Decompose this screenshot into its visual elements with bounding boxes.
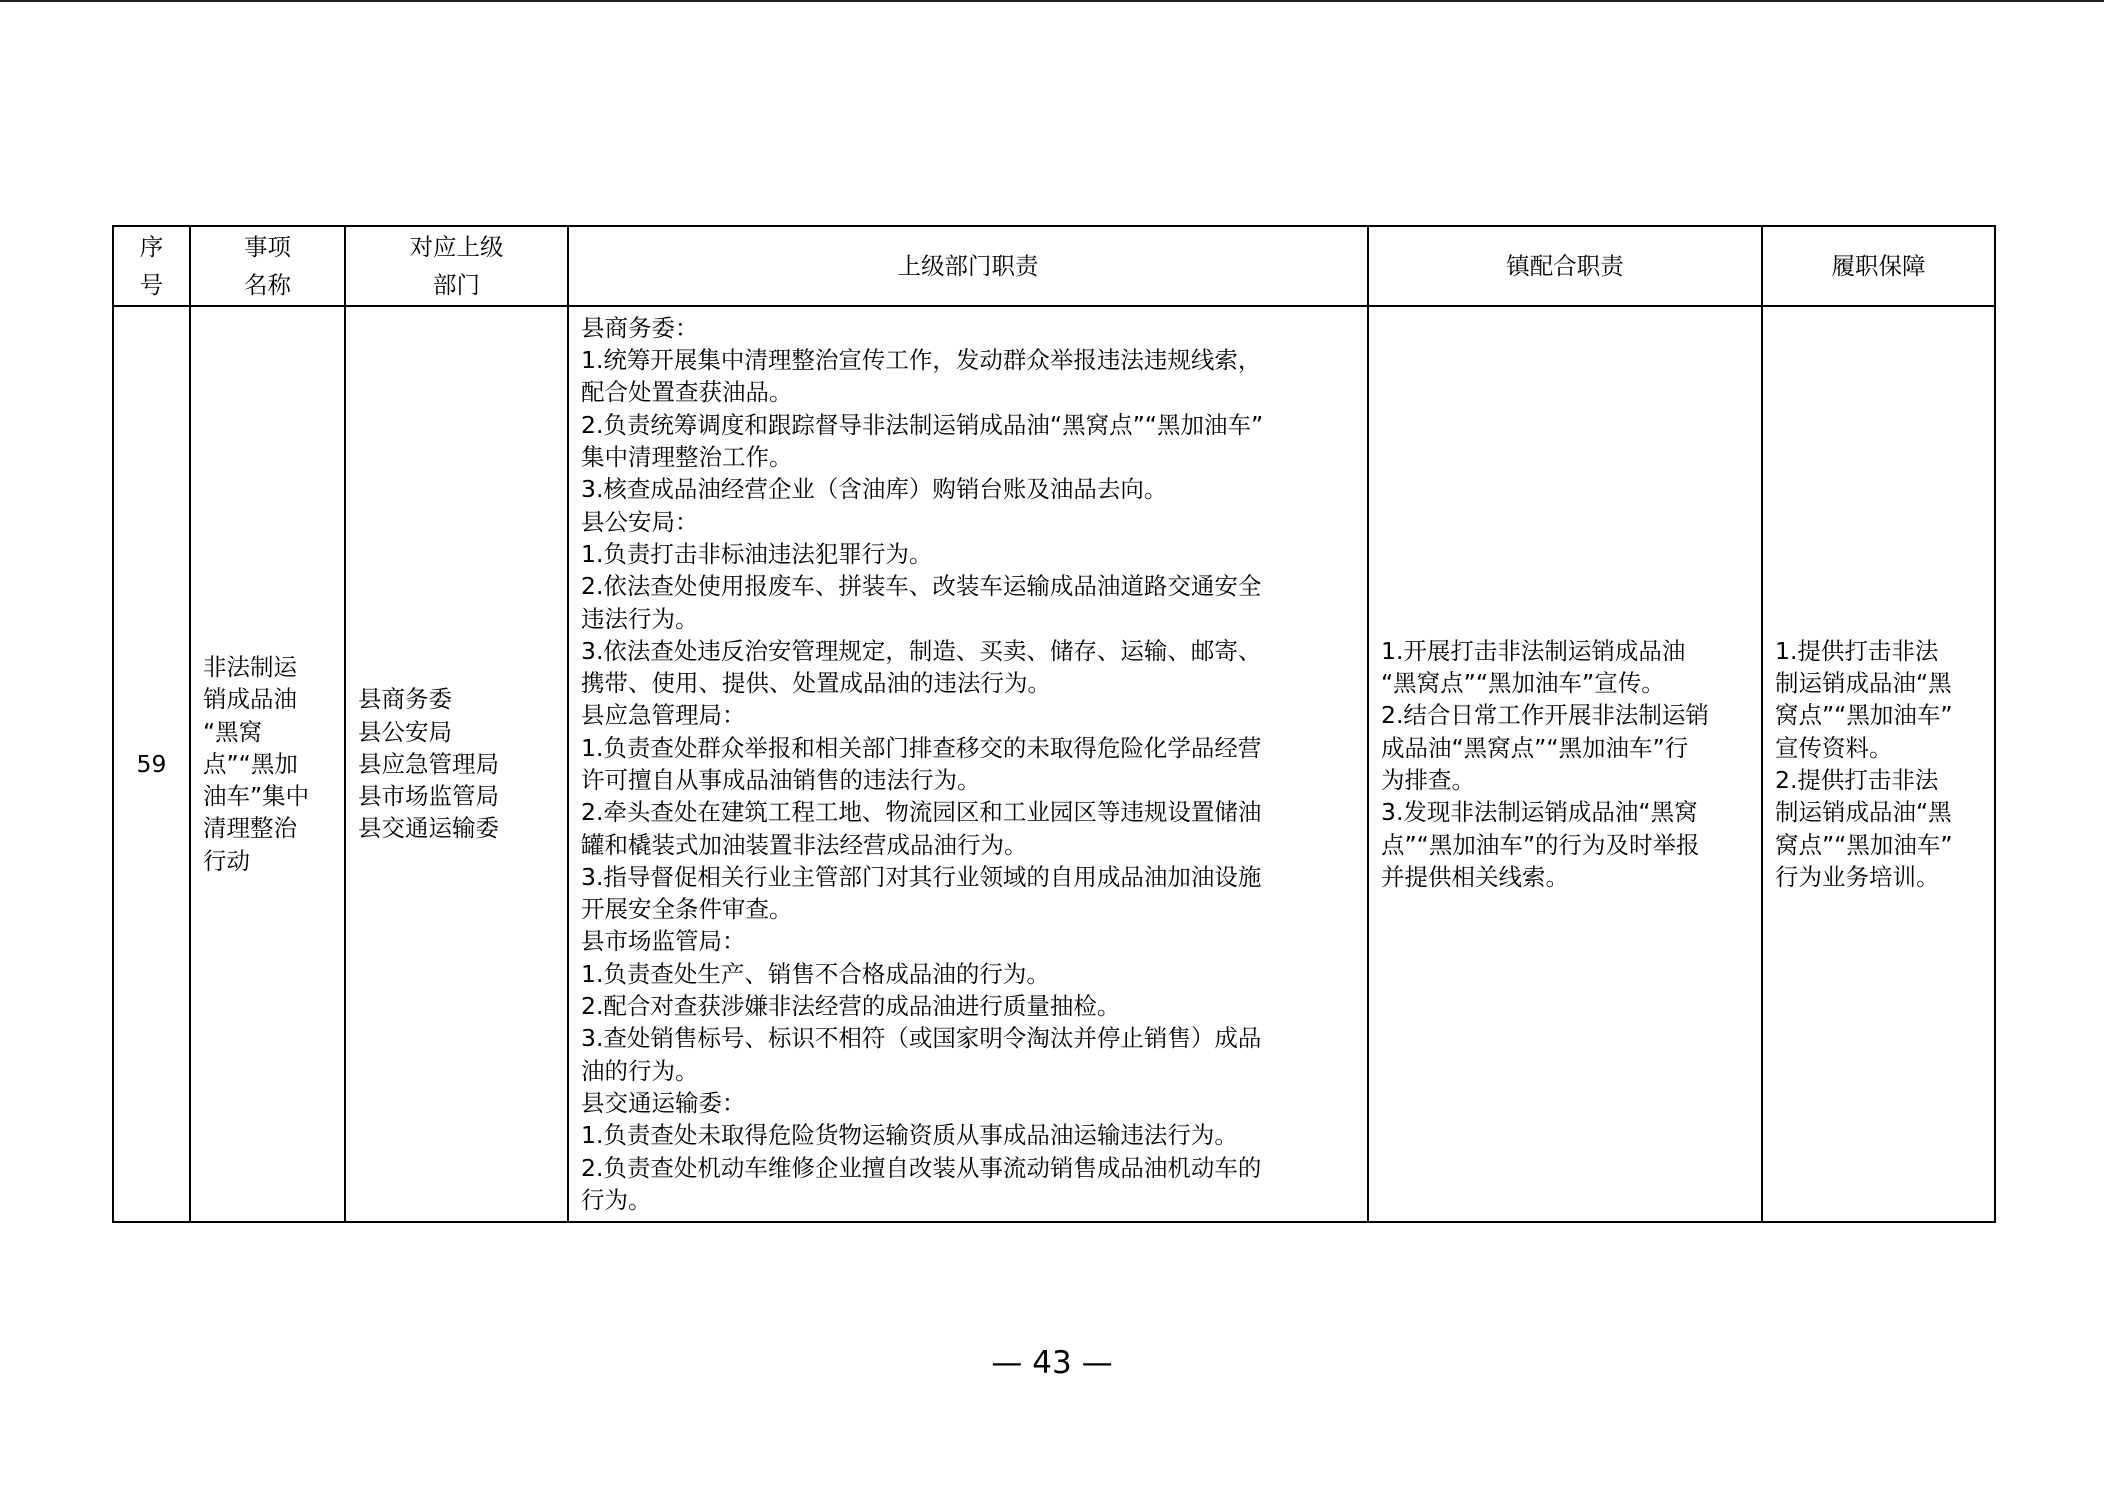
text-line: 开展安全条件审查。 (581, 895, 793, 924)
text-line: 县商务委： (581, 313, 699, 342)
text-line: 3.查处销售标号、标识不相符（或国家明令淘汰并停止销售）成品 (581, 1024, 1262, 1053)
text-line: 油的行为。 (581, 1056, 699, 1085)
text-line: 行为业务培训。 (1775, 862, 1940, 891)
text-line: 县商务委 (358, 685, 452, 714)
item-name-cell (190, 306, 345, 1222)
text-line: 非法制运 (203, 652, 297, 681)
text-line: 行动 (203, 846, 250, 875)
table-row (113, 306, 1995, 1222)
text-line: 县公安局 (358, 717, 452, 746)
text-line: 制运销成品油“黑 (1775, 669, 1952, 698)
text-line: 2.配合对查获涉嫌非法经营的成品油进行质量抽检。 (581, 992, 1121, 1021)
text-line: “黑窝点”“黑加油车”宣传。 (1381, 669, 1665, 698)
text-line: 油车”集中 (203, 782, 310, 811)
text-line: 2.负责查处机动车维修企业擅自改装从事流动销售成品油机动车的 (581, 1153, 1262, 1182)
text-line: “黑窝 (203, 717, 263, 746)
text-line: 并提供相关线索。 (1381, 862, 1569, 891)
table-header-row (113, 226, 1995, 306)
text-line: 2.依法查处使用报废车、拼装车、改装车运输成品油道路交通安全 (581, 572, 1262, 601)
top-border-line (0, 0, 2104, 2)
text-line: 县交通运输委 (358, 814, 499, 843)
text-line: 点”“黑加 (203, 749, 298, 778)
duty-guarantee-cell (1762, 306, 1995, 1222)
text-line: 配合处置查获油品。 (581, 378, 793, 407)
header-duty-guarantee: 履职保障 (1762, 226, 1995, 306)
town-duties-cell (1368, 306, 1762, 1222)
text-line: 1.统筹开展集中清理整治宣传工作，发动群众举报违法违规线索， (581, 346, 1262, 375)
text-line: 1.负责查处生产、销售不合格成品油的行为。 (581, 959, 1050, 988)
text-line: 县交通运输委： (581, 1088, 746, 1117)
text-line: 为排查。 (1381, 766, 1475, 794)
text-line: 集中清理整治工作。 (581, 443, 793, 472)
page-number: — 43 — (991, 1345, 1113, 1381)
text-line: 1.开展打击非法制运销成品油 (1381, 636, 1686, 665)
text-line: 窝点”“黑加油车” (1775, 830, 1953, 859)
text-line: 1.负责打击非标油违法犯罪行为。 (581, 539, 933, 568)
header-superior-duties: 上级部门职责 (568, 226, 1368, 306)
text-line: 2.提供打击非法 (1775, 766, 1939, 794)
text-line: 销成品油 (203, 685, 297, 714)
text-line: 点”“黑加油车”的行为及时举报 (1381, 830, 1700, 859)
header-town-duties: 镇配合职责 (1368, 226, 1762, 306)
text-line: 罐和橇装式加油装置非法经营成品油行为。 (581, 830, 1028, 859)
text-line: 3.核查成品油经营企业（含油库）购销台账及油品去向。 (581, 475, 1168, 504)
header-serial-number: 序 号 (113, 226, 190, 306)
text-line: 清理整治 (203, 814, 297, 843)
superior-duties-cell (568, 306, 1368, 1222)
text-line: 许可擅自从事成品油销售的违法行为。 (581, 766, 981, 794)
text-line: 3.依法查处违反治安管理规定，制造、买卖、储存、运输、邮寄、 (581, 636, 1262, 665)
text-line: 3.发现非法制运销成品油“黑窝 (1381, 798, 1698, 827)
duty-table (112, 225, 1996, 1223)
text-line: 2.负责统筹调度和跟踪督导非法制运销成品油“黑窝点”“黑加油车” (581, 410, 1264, 439)
serial-number-cell: 59 (113, 306, 190, 1222)
text-line: 县应急管理局： (581, 701, 746, 730)
text-line: 1.提供打击非法 (1775, 636, 1939, 665)
header-item-name: 事项 名称 (190, 226, 345, 306)
text-line: 2.牵头查处在建筑工程工地、物流园区和工业园区等违规设置储油 (581, 798, 1262, 827)
text-line: 1.负责查处未取得危险货物运输资质从事成品油运输违法行为。 (581, 1121, 1238, 1150)
text-line: 县公安局： (581, 507, 699, 536)
text-line: 违法行为。 (581, 604, 699, 633)
header-superior-department: 对应上级 部门 (345, 226, 568, 306)
department-list-cell (345, 306, 568, 1222)
text-line: 制运销成品油“黑 (1775, 798, 1952, 827)
text-line: 县应急管理局 (358, 749, 499, 778)
text-line: 3.指导督促相关行业主管部门对其行业领域的自用成品油加油设施 (581, 862, 1262, 891)
text-line: 窝点”“黑加油车” (1775, 701, 1953, 730)
text-line: 携带、使用、提供、处置成品油的违法行为。 (581, 669, 1051, 698)
text-line: 成品油“黑窝点”“黑加油车”行 (1381, 733, 1689, 762)
text-line: 行为。 (581, 1185, 652, 1214)
text-line: 1.负责查处群众举报和相关部门排查移交的未取得危险化学品经营 (581, 733, 1262, 762)
text-line: 宣传资料。 (1775, 733, 1893, 762)
text-line: 县市场监管局 (358, 782, 499, 811)
text-line: 2.结合日常工作开展非法制运销 (1381, 701, 1709, 730)
text-line: 县市场监管局： (581, 927, 746, 956)
